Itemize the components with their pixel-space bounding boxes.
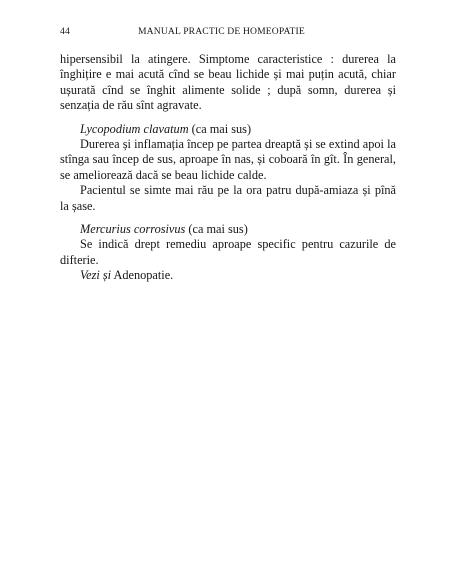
see-also-reference bbox=[60, 268, 396, 283]
intro-paragraph: hipersensibil la atingere. Simptome caracteristice : durerea la înghițire e mai acută cînd se beau lichide și mai puțin acută, chiar ușurată cînd se înghit alimente solide ; după somn, durerea și senzația de rău sînt agravate. bbox=[60, 52, 396, 113]
lycopodium-paragraph-2: Pacientul se simte mai rău pe la ora patru după-amiaza și pînă la șase. bbox=[60, 183, 396, 213]
remedy-name-mercurius: Mercurius corrosivus bbox=[80, 222, 186, 237]
lycopodium-paragraph-1: Durerea și inflamația încep pe partea dreaptă și se extind apoi la stînga sau încep de sus, aproape în nas, și coboară în gît. În general, se ameliorează dacă se beau lichide calde. bbox=[60, 137, 396, 182]
see-also-label: Vezi și bbox=[80, 268, 112, 283]
mercurius-paragraph-1: Se indică drept remediu aproape specific pentru cazurile de difterie. bbox=[60, 237, 396, 267]
see-also-target: Adenopatie. bbox=[111, 268, 174, 283]
running-title: MANUAL PRACTIC DE HOMEOPATIE bbox=[138, 26, 305, 37]
remedy-heading-mercurius bbox=[60, 222, 396, 237]
remedy-note-lycopodium: (ca mai sus) bbox=[188, 121, 252, 136]
remedy-name-lycopodium: Lycopodium clavatum bbox=[80, 121, 189, 136]
remedy-note-mercurius: (ca mai sus) bbox=[185, 222, 248, 237]
page-number: 44 bbox=[60, 26, 70, 37]
remedy-heading-lycopodium bbox=[60, 122, 396, 137]
page-header bbox=[60, 26, 396, 40]
page-body bbox=[60, 52, 396, 284]
